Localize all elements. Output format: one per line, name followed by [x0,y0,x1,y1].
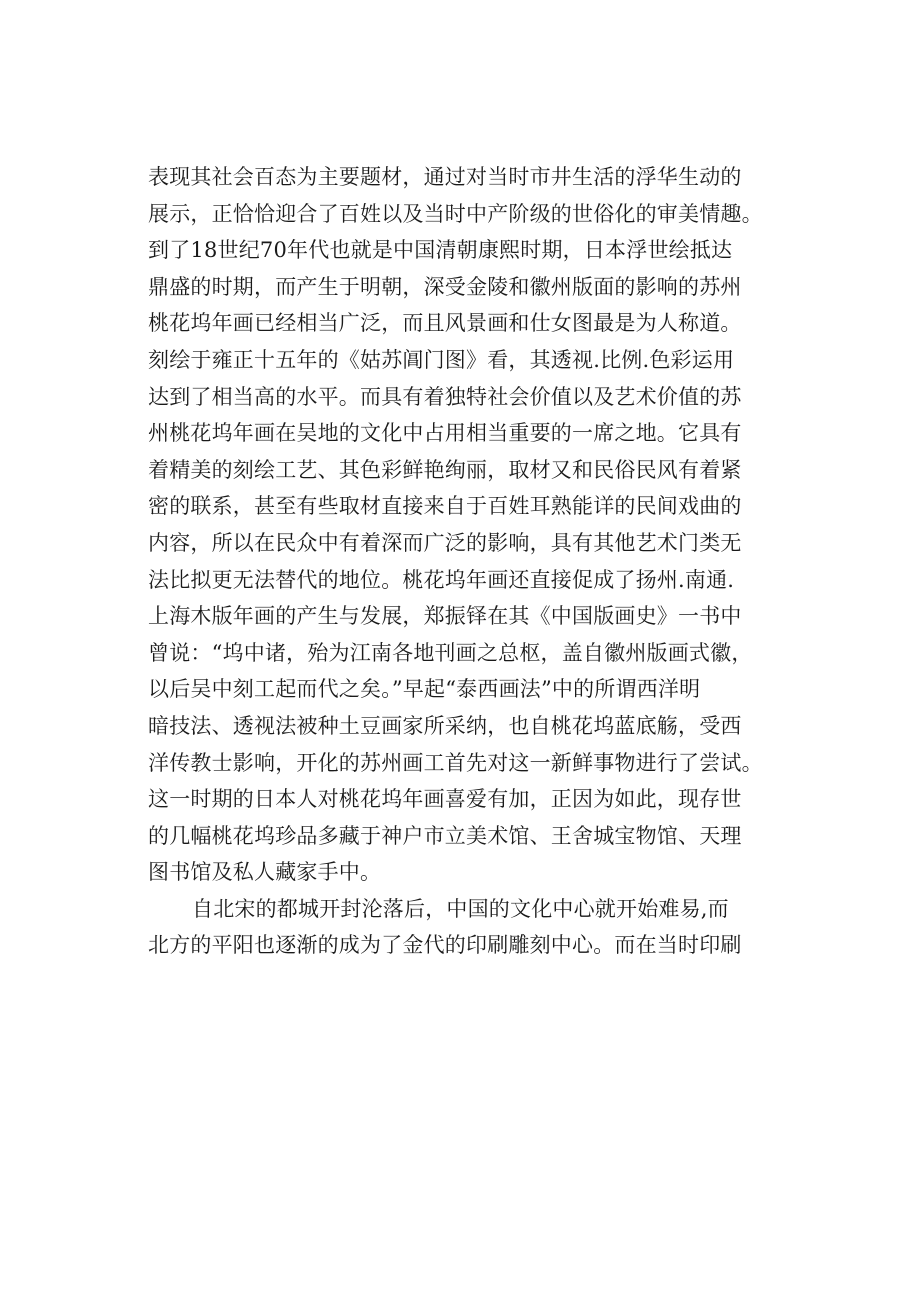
text-line: 内容，所以在民众中有着深而广泛的影响，具有其他艺术门类无 [148,530,742,555]
document-body [148,159,808,964]
paragraph-2 [148,891,808,964]
text-line: 的几幅桃花坞珍品多藏于神户市立美术馆、王舍城宝物馆、天理 [148,823,742,848]
paragraph-1 [148,159,808,891]
text-line: 刻绘于雍正十五年的《姑苏阊门图》看，其透视.比例.色彩运用 [148,347,735,372]
text-line: 暗技法、透视法被种土豆画家所采纳，也自桃花坞蓝底觞，受西 [148,713,742,738]
text-line: 自北宋的都城开封沦落后，中国的文化中心就开始难易,而 [192,896,729,921]
text-line: 密的联系，甚至有些取材直接来自于百姓耳熟能详的民间戏曲的 [148,494,742,519]
text-line: 上海木版年画的产生与发展，郑振铎在其《中国版画史》一书中 [148,604,742,629]
text-line: 桃花坞年画已经相当广泛，而且风景画和仕女图最是为人称道。 [148,311,742,336]
text-line: 展示，正恰恰迎合了百姓以及当时中产阶级的世俗化的审美情趣。 [148,201,763,226]
text-line: 州桃花坞年画在吴地的文化中占用相当重要的一席之地。它具有 [148,421,742,446]
text-line: 法比拟更无法替代的地位。桃花坞年画还直接促成了扬州.南通. [148,567,735,592]
text-line: 以后吴中刻工起而代之矣。”早起“泰西画法”中的所谓西洋明 [148,677,701,702]
text-line: 北方的平阳也逐渐的成为了金代的印刷雕刻中心。而在当时印刷 [148,933,742,958]
text-line: 洋传教士影响，开化的苏州画工首先对这一新鲜事物进行了尝试。 [148,750,763,775]
text-line: 着精美的刻绘工艺、其色彩鲜艳绚丽，取材又和民俗民风有着紧 [148,457,742,482]
text-line: 表现其社会百态为主要题材，通过对当时市井生活的浮华生动的 [148,165,742,189]
text-line: 到了18世纪70年代也就是中国清朝康熙时期，日本浮世绘抵达 [148,238,733,263]
text-line: 达到了相当高的水平。而具有着独特社会价值以及艺术价值的苏 [148,384,742,409]
text-line: 鼎盛的时期，而产生于明朝，深受金陵和徽州版面的影响的苏州 [148,274,742,299]
text-line: 这一时期的日本人对桃花坞年画喜爱有加，正因为如此，现存世 [148,787,742,812]
text-line: 曾说：“坞中诸，殆为江南各地刊画之总枢，盖自徽州版画式徽， [148,640,753,665]
text-line: 图书馆及私人藏家手中。 [148,860,382,885]
